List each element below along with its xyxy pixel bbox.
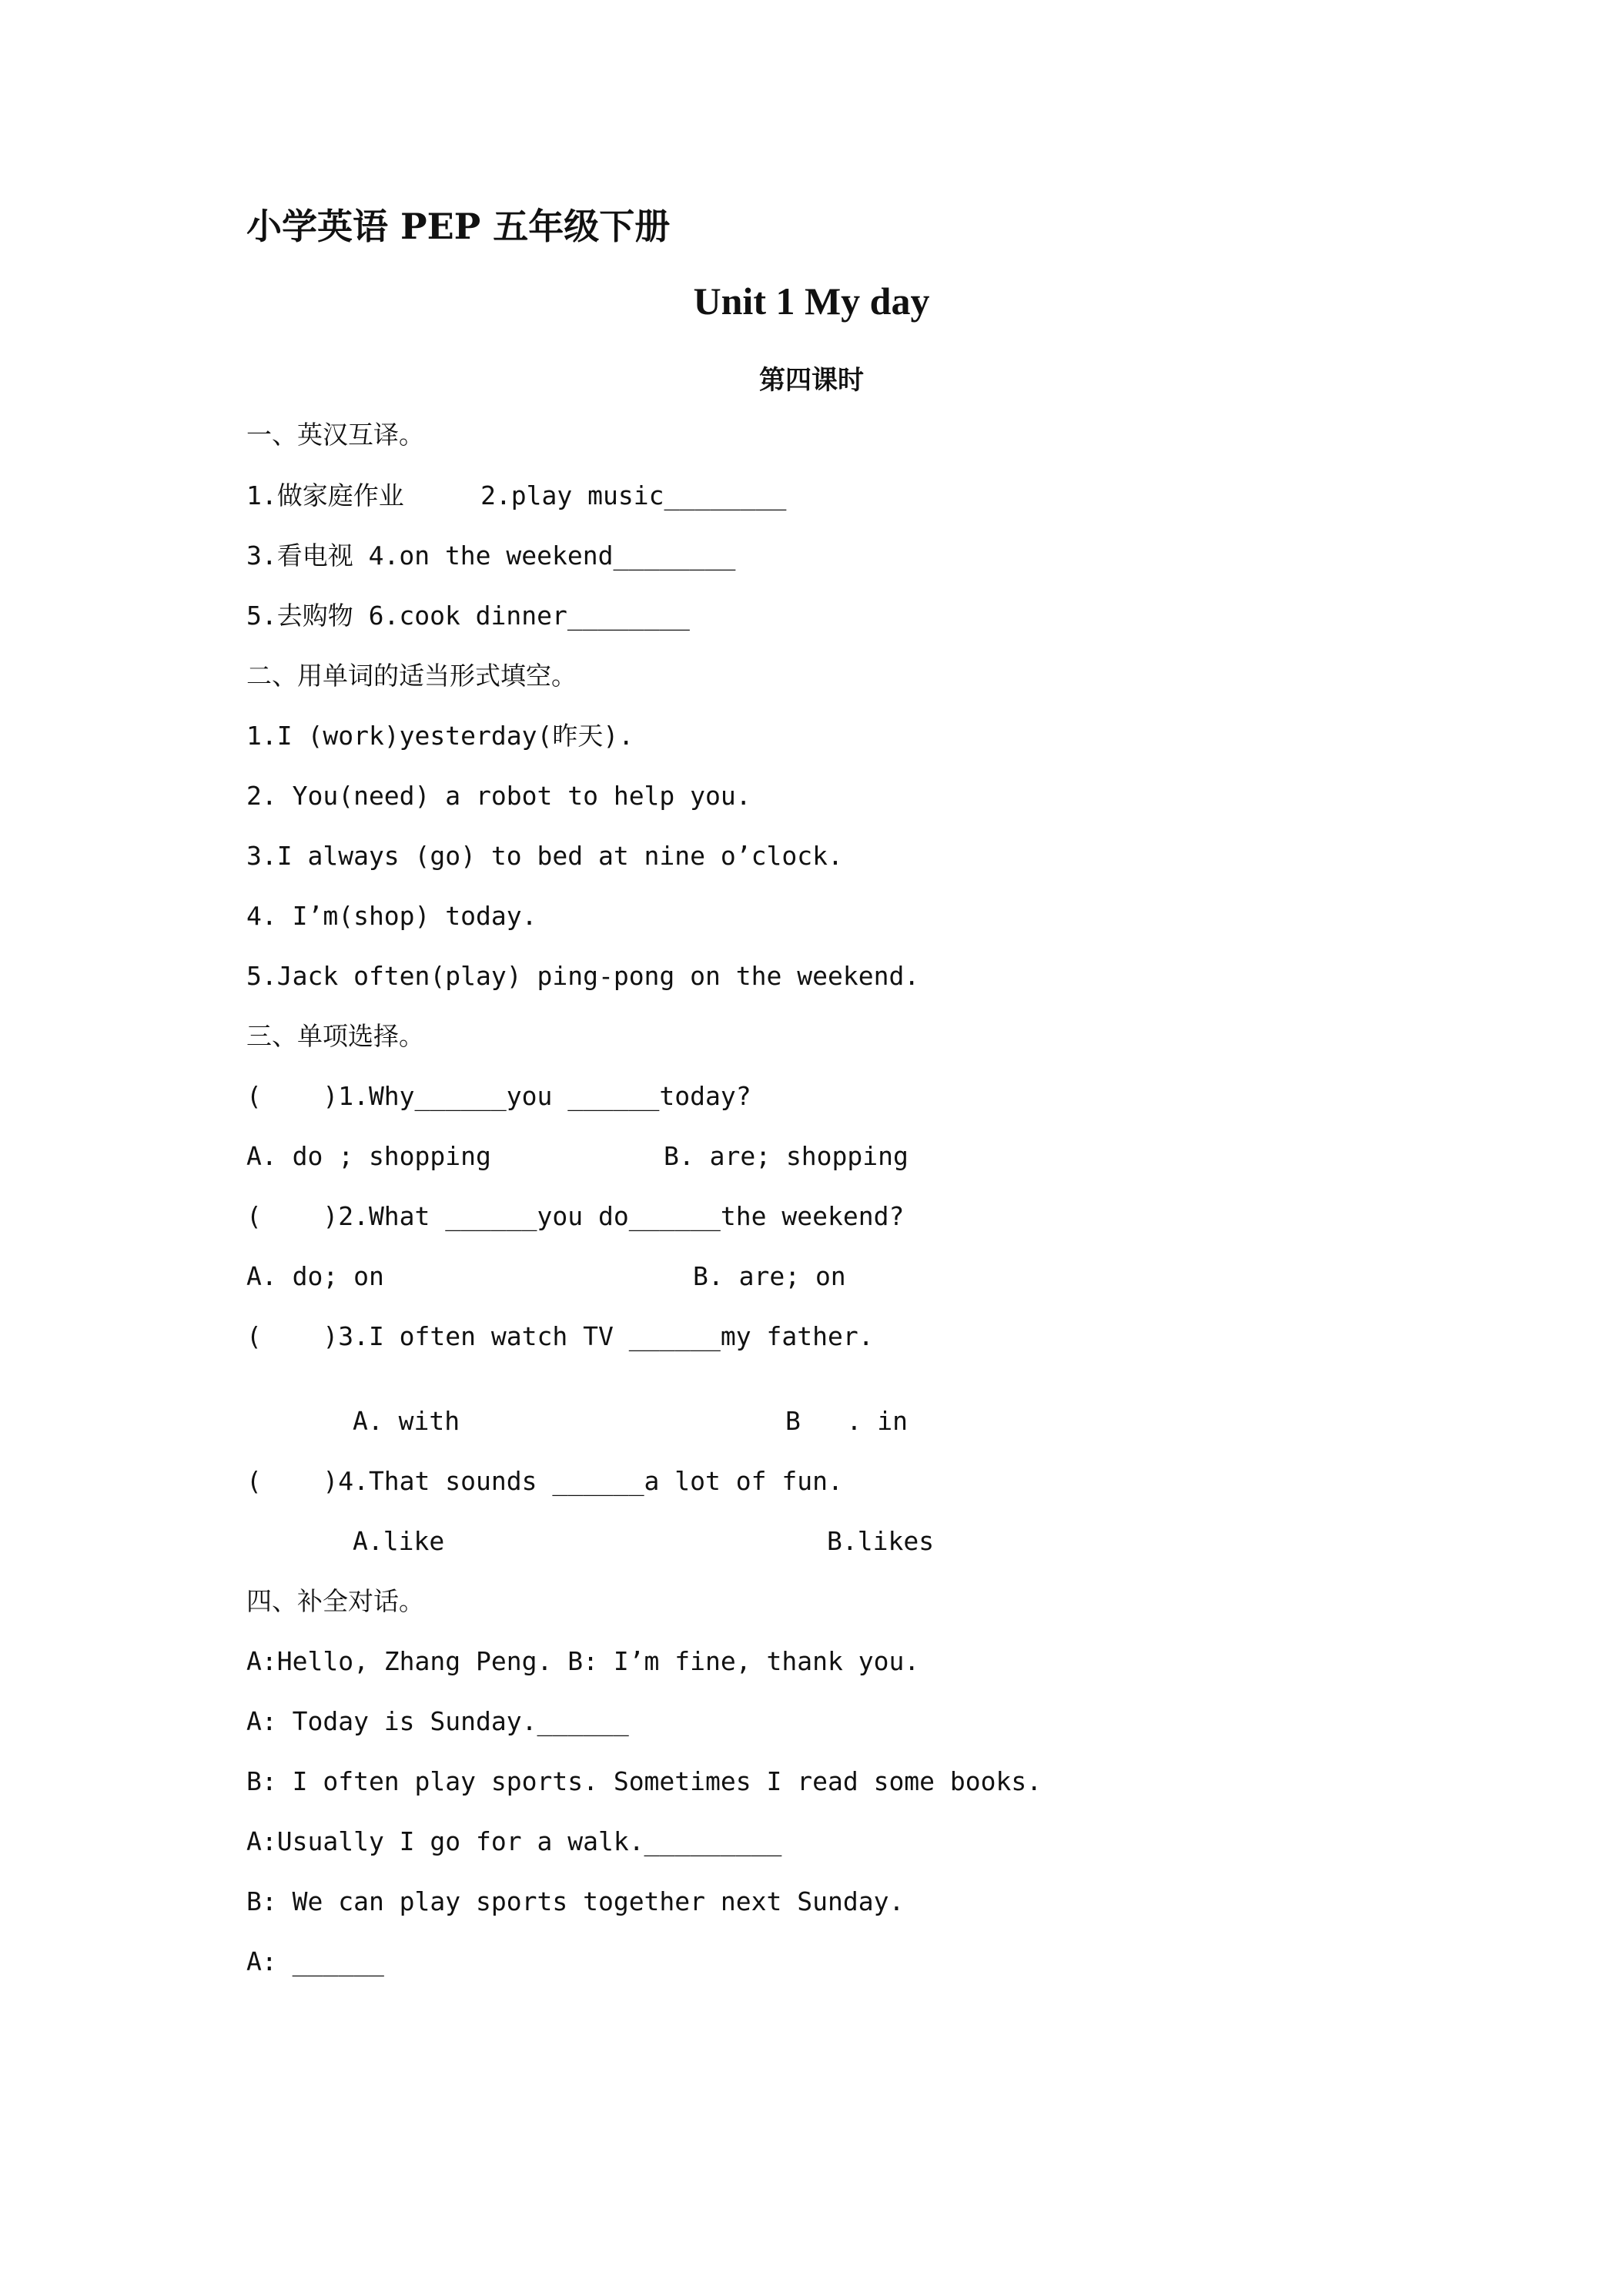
unit-title: Unit 1 My day (693, 279, 930, 323)
question-2-option-b: B. are; on (693, 1261, 846, 1291)
section-2-heading: 二、用单词的适当形式填空。 (246, 661, 577, 691)
dialogue-line-2: A: Today is Sunday.______ (246, 1706, 629, 1736)
section-4-heading: 四、补全对话。 (246, 1586, 424, 1616)
question-2: ( )2.What ______you do______the weekend? (246, 1201, 905, 1231)
question-1: ( )1.Why______you ______today? (246, 1081, 751, 1111)
document-title: 小学英语 PEP 五年级下册 (246, 206, 671, 247)
section-2-item-4: 4. I’m(shop) today. (246, 901, 537, 931)
question-4-option-b: B.likes (827, 1526, 935, 1556)
question-4: ( )4.That sounds ______a lot of fun. (246, 1466, 843, 1496)
lesson-title: 第四课时 (759, 365, 864, 396)
question-3-option-b: B . in (785, 1406, 908, 1436)
question-3: ( )3.I often watch TV ______my father. (246, 1321, 874, 1351)
dialogue-line-5: B: We can play sports together next Sunday. (246, 1886, 905, 1916)
section-2-item-3: 3.I always (go) to bed at nine o’clock. (246, 841, 843, 871)
section-1-item-2: 3.看电视 4.on the weekend________ (246, 541, 736, 571)
section-3-heading: 三、单项选择。 (246, 1021, 424, 1051)
section-2-item-5: 5.Jack often(play) ping-pong on the weekend. (246, 961, 920, 991)
section-2-item-1: 1.I (work)yesterday(昨天). (246, 721, 634, 751)
question-1-option-b: B. are; shopping (664, 1141, 909, 1171)
section-1-item-3: 5.去购物 6.cook dinner________ (246, 601, 690, 631)
section-1-heading: 一、英汉互译。 (246, 420, 424, 450)
question-2-option-a: A. do; on (246, 1261, 384, 1291)
dialogue-line-3: B: I often play sports. Sometimes I read some books. (246, 1766, 1042, 1796)
section-2-item-2: 2. You(need) a robot to help you. (246, 781, 751, 811)
dialogue-line-6: A: ______ (246, 1946, 384, 1976)
dialogue-line-4: A:Usually I go for a walk._________ (246, 1826, 782, 1856)
question-3-option-a: A. with (353, 1406, 460, 1436)
dialogue-line-1: A:Hello, Zhang Peng. B: I’m fine, thank you. (246, 1646, 920, 1676)
section-1-item-1: 1.做家庭作业 2.play music________ (246, 480, 787, 510)
question-4-option-a: A.like (353, 1526, 445, 1556)
question-1-option-a: A. do ; shopping (246, 1141, 491, 1171)
